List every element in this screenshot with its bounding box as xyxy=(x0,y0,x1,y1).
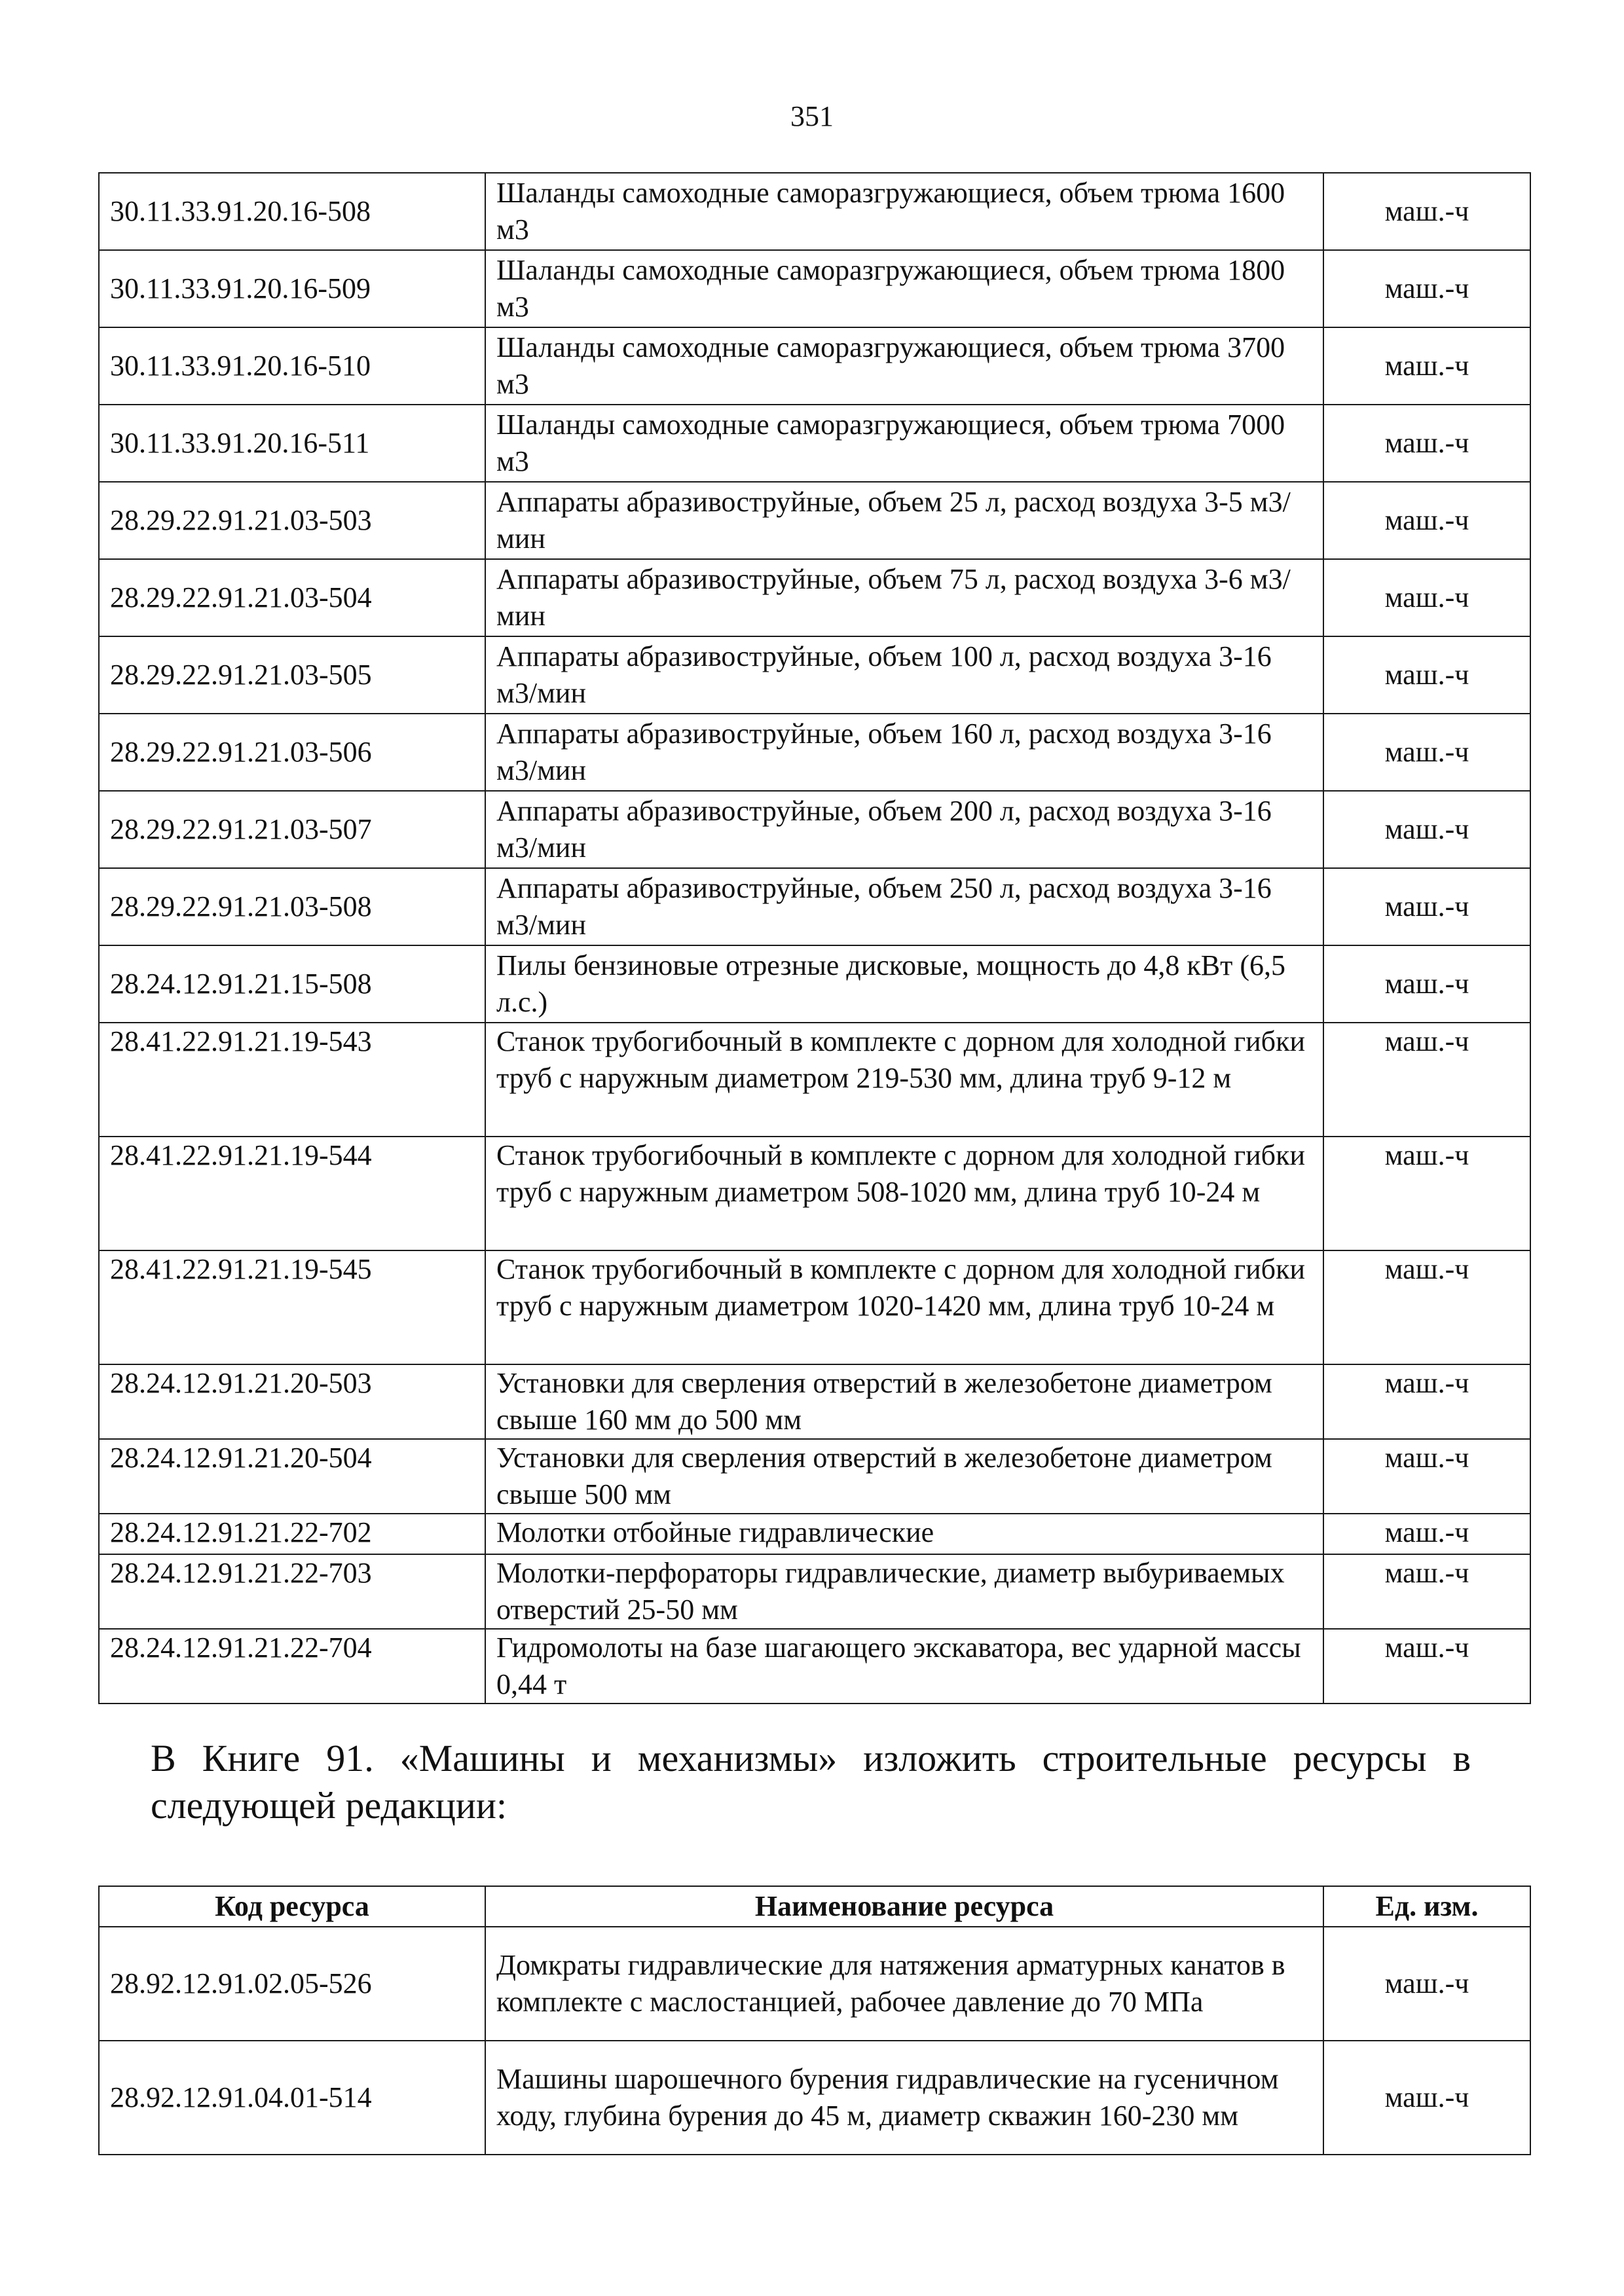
header-name: Наименование ресурса xyxy=(485,1886,1323,1927)
table-row xyxy=(99,1364,1530,1439)
resource-code: 28.41.22.91.21.19-544 xyxy=(99,1137,485,1250)
table-row xyxy=(99,1927,1530,2041)
resource-unit: маш.-ч xyxy=(1323,250,1530,327)
resource-name: Шаланды самоходные саморазгружающиеся, объем трюма 1600 м3 xyxy=(485,173,1323,250)
table-row xyxy=(99,1023,1530,1137)
resource-name: Станок трубогибочный в комплекте с дорном для холодной гибки труб с наружным диаметром 508-1020 мм, длина труб 10-24 м xyxy=(485,1137,1323,1250)
resource-name: Молотки-перфораторы гидравлические, диаметр выбуриваемых отверстий 25-50 мм xyxy=(485,1554,1323,1629)
resource-name: Станок трубогибочный в комплекте с дорном для холодной гибки труб с наружным диаметром 1020-1420 мм, длина труб 10-24 м xyxy=(485,1250,1323,1364)
resources-table-continued xyxy=(98,172,1531,1704)
resource-unit: маш.-ч xyxy=(1323,1927,1530,2041)
resource-name: Аппараты абразивоструйные, объем 75 л, расход воздуха 3-6 м3/мин xyxy=(485,559,1323,636)
resource-code: 28.41.22.91.21.19-545 xyxy=(99,1250,485,1364)
table-row xyxy=(99,1514,1530,1554)
resource-unit: маш.-ч xyxy=(1323,945,1530,1023)
header-unit: Ед. изм. xyxy=(1323,1886,1530,1927)
resource-code: 28.29.22.91.21.03-503 xyxy=(99,482,485,559)
page-number: 351 xyxy=(790,100,834,132)
table-row xyxy=(99,791,1530,868)
resource-code: 28.41.22.91.21.19-543 xyxy=(99,1023,485,1137)
table-row xyxy=(99,1250,1530,1364)
resource-unit: маш.-ч xyxy=(1323,1554,1530,1629)
resource-unit: маш.-ч xyxy=(1323,173,1530,250)
resource-name: Аппараты абразивоструйные, объем 200 л, расход воздуха 3-16 м3/мин xyxy=(485,791,1323,868)
resource-unit: маш.-ч xyxy=(1323,327,1530,405)
resource-name: Аппараты абразивоструйные, объем 100 л, расход воздуха 3-16 м3/мин xyxy=(485,636,1323,714)
table-header-row xyxy=(99,1886,1530,1927)
table-row xyxy=(99,1554,1530,1629)
resource-name: Молотки отбойные гидравлические xyxy=(485,1514,1323,1554)
resource-name: Пилы бензиновые отрезные дисковые, мощность до 4,8 кВт (6,5 л.с.) xyxy=(485,945,1323,1023)
resource-code: 28.24.12.91.21.20-503 xyxy=(99,1364,485,1439)
resource-unit: маш.-ч xyxy=(1323,1137,1530,1250)
resource-code: 28.29.22.91.21.03-508 xyxy=(99,868,485,945)
resource-name: Аппараты абразивоструйные, объем 160 л, расход воздуха 3-16 м3/мин xyxy=(485,714,1323,791)
table-row xyxy=(99,2041,1530,2155)
table-row xyxy=(99,327,1530,405)
resource-code: 28.24.12.91.21.15-508 xyxy=(99,945,485,1023)
header-code: Код ресурса xyxy=(99,1886,485,1927)
table-row xyxy=(99,1137,1530,1250)
resource-name: Установки для сверления отверстий в железобетоне диаметром свыше 160 мм до 500 мм xyxy=(485,1364,1323,1439)
resource-name: Станок трубогибочный в комплекте с дорном для холодной гибки труб с наружным диаметром 219-530 мм, длина труб 9-12 м xyxy=(485,1023,1323,1137)
resource-code: 28.92.12.91.04.01-514 xyxy=(99,2041,485,2155)
resource-code: 30.11.33.91.20.16-511 xyxy=(99,405,485,482)
resource-unit: маш.-ч xyxy=(1323,1250,1530,1364)
resource-unit: маш.-ч xyxy=(1323,559,1530,636)
resource-code: 30.11.33.91.20.16-508 xyxy=(99,173,485,250)
resource-name: Установки для сверления отверстий в железобетоне диаметром свыше 500 мм xyxy=(485,1439,1323,1514)
resource-unit: маш.-ч xyxy=(1323,1364,1530,1439)
resource-code: 28.24.12.91.21.22-702 xyxy=(99,1514,485,1554)
resource-name: Гидромолоты на базе шагающего экскаватора, вес ударной массы 0,44 т xyxy=(485,1629,1323,1704)
resources-table-new-edition xyxy=(98,1886,1531,2155)
resource-unit: маш.-ч xyxy=(1323,405,1530,482)
resource-name: Шаланды самоходные саморазгружающиеся, объем трюма 7000 м3 xyxy=(485,405,1323,482)
resource-code: 28.24.12.91.21.22-704 xyxy=(99,1629,485,1704)
resource-unit: маш.-ч xyxy=(1323,1514,1530,1554)
resource-code: 28.29.22.91.21.03-506 xyxy=(99,714,485,791)
resource-unit: маш.-ч xyxy=(1323,791,1530,868)
resource-unit: маш.-ч xyxy=(1323,868,1530,945)
table-row xyxy=(99,945,1530,1023)
table-row xyxy=(99,636,1530,714)
resource-name: Домкраты гидравлические для натяжения арматурных канатов в комплекте с маслостанцией, рабочее давление до 70 МПа xyxy=(485,1927,1323,2041)
resource-unit: маш.-ч xyxy=(1323,1023,1530,1137)
table-row xyxy=(99,1439,1530,1514)
resource-name: Аппараты абразивоструйные, объем 250 л, расход воздуха 3-16 м3/мин xyxy=(485,868,1323,945)
resource-unit: маш.-ч xyxy=(1323,482,1530,559)
table-row xyxy=(99,482,1530,559)
resource-unit: маш.-ч xyxy=(1323,2041,1530,2155)
resource-code: 28.24.12.91.21.22-703 xyxy=(99,1554,485,1629)
table-row xyxy=(99,405,1530,482)
resource-code: 28.29.22.91.21.03-507 xyxy=(99,791,485,868)
resource-code: 28.29.22.91.21.03-505 xyxy=(99,636,485,714)
resource-code: 28.29.22.91.21.03-504 xyxy=(99,559,485,636)
instruction-paragraph: В Книге 91. «Машины и механизмы» изложить строительные ресурсы в следующей редакции: xyxy=(151,1737,1471,1827)
resource-code: 30.11.33.91.20.16-509 xyxy=(99,250,485,327)
table-row xyxy=(99,559,1530,636)
resource-unit: маш.-ч xyxy=(1323,1629,1530,1704)
resource-name: Машины шарошечного бурения гидравлические на гусеничном ходу, глубина бурения до 45 м, диаметр скважин 160-230 мм xyxy=(485,2041,1323,2155)
resource-name: Аппараты абразивоструйные, объем 25 л, расход воздуха 3-5 м3/мин xyxy=(485,482,1323,559)
resource-unit: маш.-ч xyxy=(1323,714,1530,791)
resource-code: 30.11.33.91.20.16-510 xyxy=(99,327,485,405)
resource-name: Шаланды самоходные саморазгружающиеся, объем трюма 1800 м3 xyxy=(485,250,1323,327)
resource-unit: маш.-ч xyxy=(1323,1439,1530,1514)
table-row xyxy=(99,714,1530,791)
resource-name: Шаланды самоходные саморазгружающиеся, объем трюма 3700 м3 xyxy=(485,327,1323,405)
table-row xyxy=(99,173,1530,250)
resource-code: 28.24.12.91.21.20-504 xyxy=(99,1439,485,1514)
table-row xyxy=(99,868,1530,945)
resource-code: 28.92.12.91.02.05-526 xyxy=(99,1927,485,2041)
table-row xyxy=(99,1629,1530,1704)
table-row xyxy=(99,250,1530,327)
resource-unit: маш.-ч xyxy=(1323,636,1530,714)
